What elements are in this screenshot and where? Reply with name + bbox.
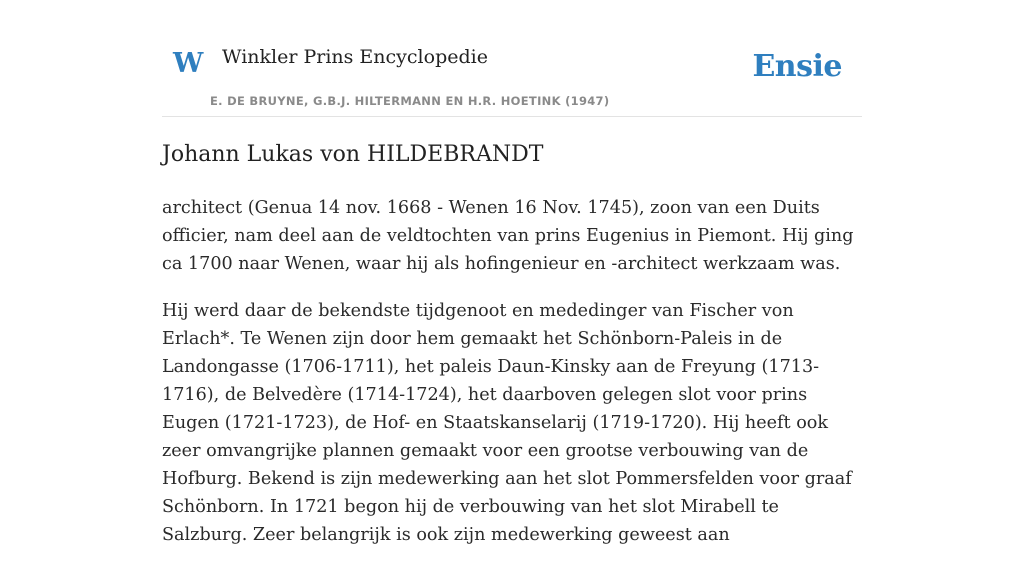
site-title[interactable]: Winkler Prins Encyclopedie bbox=[222, 46, 488, 68]
authors-byline: E. DE BRUYNE, G.B.J. HILTERMANN EN H.R. HOETINK (1947) bbox=[210, 94, 610, 108]
winkler-prins-logo[interactable]: W bbox=[173, 48, 204, 79]
article-title: Johann Lukas von HILDEBRANDT bbox=[162, 142, 544, 167]
article bbox=[162, 138, 862, 568]
site-header bbox=[162, 0, 862, 117]
ensie-logo[interactable]: Ensie bbox=[752, 49, 842, 84]
article-paragraph-2: Hij werd daar de bekendste tijdgenoot en mededinger van Fischer von Erlach*. Te Wenen zijn door hem gemaakt het Schönborn-Paleis in de Landongasse (1706-1711), het paleis Daun-Kinsky aan de Freyung (1713-1716), de Belvedère (1714-1724), het daarboven gelegen slot voor prins Eugen (1721-1723), de Hof- en Staatskanselarij (1719-1720). Hij heeft ook zeer omvangrijke plannen gemaakt voor een grootse verbouwing van de Hofburg. Bekend is zijn medewerking aan het slot Pommersfelden voor graaf Schönborn. In 1721 begon hij de verbouwing van het slot Mirabell te Salzburg. Zeer belangrijk is ook zijn medewerking geweest aan bbox=[162, 301, 852, 545]
article-paragraph-1: architect (Genua 14 nov. 1668 - Wenen 16 Nov. 1745), zoon van een Duits officier, nam deel aan de veldtochten van prins Eugenius in Piemont. Hij ging ca 1700 naar Wenen, waar hij als hofingenieur en -architect werkzaam was. bbox=[162, 198, 854, 274]
